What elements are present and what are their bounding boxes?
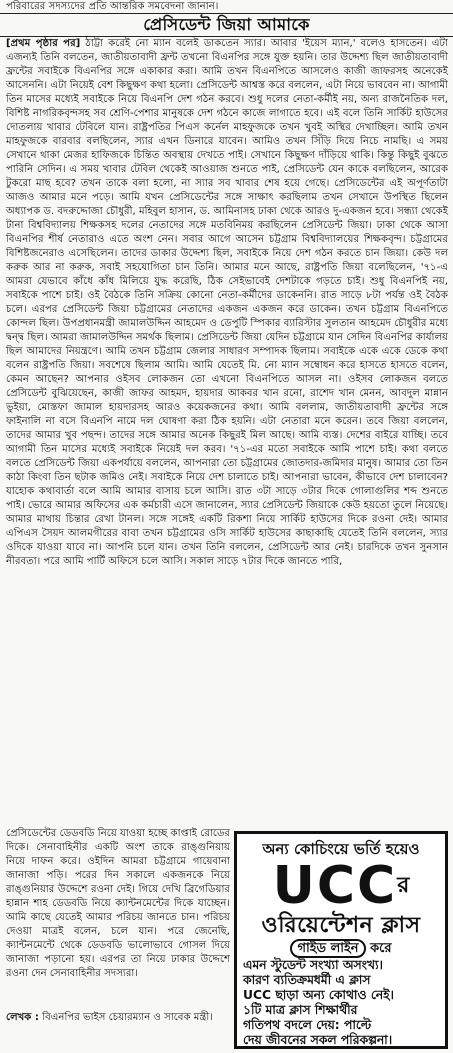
ad-brand-suffix: র	[397, 873, 410, 898]
ad-copy-line: এমন স্টুডেন্ট সংখ্যা অসংখ্য।	[243, 958, 383, 972]
ucc-advertisement	[234, 831, 448, 1049]
article-headline: প্রেসিডেন্ট জিয়া আমাকে	[143, 15, 310, 34]
ad-copy-line: UCC ছাড়া অন্য কোথাও নেই।	[243, 988, 394, 1002]
continuation-label: [প্রথম পৃষ্ঠার পর]	[6, 38, 81, 49]
byline-text: বিএনপির ভাইস চেয়ারম্যান ও সাবেক মন্ত্রী।	[38, 1012, 213, 1023]
ad-brand-text: UCC	[272, 856, 398, 916]
ad-guide-suffix: করে	[365, 941, 392, 956]
ad-guide-line	[237, 940, 445, 958]
ad-guide-pill: গাইড লাইন	[290, 939, 365, 958]
headline-bar	[0, 13, 453, 37]
ad-copy-line: দেয় জীবনের সকল পরিকল্পনা।	[243, 1033, 393, 1047]
previous-article-tail: পরিবারের সদস্যদের প্রতি আন্তরিক সমবেদনা জানান।	[6, 1, 219, 12]
article-paragraph	[6, 37, 448, 569]
ad-tagline: অন্য কোচিংয়ে ভর্তি হয়েও	[262, 840, 420, 858]
ad-copy-line: ১টি মাত্র ক্লাস শিক্ষার্থীর	[243, 1003, 358, 1017]
ad-orientation-class: ওরিয়েন্টেশন ক্লাস	[261, 913, 421, 938]
article-bottom-column: প্রেসিডেন্টের ডেডবডি নিয়ে যাওয়া হচ্ছে কাপ্তাই রোডের দিকে। সেনাবাহিনীর একটি অংশ তাকে রাঙ্গুনিয়ায় নিয়ে দাফন করে। ওইদিন আমরা চট্টগ্রামে গায়েবানা জানাজা পড়ি। পরের দিন সকালে একজনকে নিয়ে রাঙ্গুনিয়ার উদ্দেশে রওনা দেই। গিয়ে দেখি ব্রিগেডিয়ার হান্নান শাহ ডেডবডি নিয়ে ক্যান্টনমেন্টের দিকে যাচ্ছেন। আমি কাছে যেতেই আমার পরিচয় জানতে চান। পরিচয় দেওয়া মাত্রই বলেন, চলে যান। পরে জেনেছি, ক্যান্টনমেন্টে থেকে ডেডবডি ভালোভাবে গোসল দিয়ে জানাজা পড়ানো হয়। এরপর তা নিয়ে ঢাকার উদ্দেশে রওনা দেন সেনাবাহিনীর সদস্যরা।	[6, 828, 230, 979]
article-body	[6, 37, 448, 569]
ad-copy-line: গতিপথ বদলে দেয়: পাল্টে	[243, 1018, 372, 1032]
author-byline	[6, 1011, 230, 1025]
ad-brand	[237, 856, 445, 916]
byline-label: লেখক :	[6, 1012, 39, 1023]
article-text: ঠাট্টা করেই নো ম্যান বলেই ডাকতেন স্যার। আবার 'ইয়েস ম্যান,' বলেও হাসতেন। এটা এজন্যই তিনি বলতেন, জাতীয়তাবাদী ফ্রন্ট তখনো বিএনপির সঙ্গে যুক্ত হয়নি। তার উদ্দেশ্য ছিল জাতীয়তাবাদী ফ্রন্টের সবাইকে বিএনপির সঙ্গে একাকার করা। আমি তখন বিএনপিতে আসলেও কাজী জাফরসহ অনেকেই আসেননি। এটা নিয়েই বেশ কিছুক্ষণ কথা হলো। প্রেসিডেন্ট আশ্বস্ত করে বললেন, এটা নিয়ে ভাববেন না। আগামী তিন মাসের মধ্যেই সবাইকে নিয়ে বিএনপি দেশ গঠন করবে। শুধু দলের নেতা-কর্মীই নয়, অন্য রাজনৈতিক দল, বিশিষ্ট নাগরিকবৃন্দসহ সব শ্রেণি-পেশার মানুষকে দেশ গঠনে কাজে লাগাতে হবে। এই বলে তিনি সার্কিট হাউসের দোতলায় খাবার টেবিলে যান। রাষ্ট্রপতির পিএস কর্নেল মাহফুজকে তখন খুবই অস্থির দেখাচ্ছিল। আমি তখন মাহফুজকে বারবার বলছিলেন, স্যার এখন ডিনারে যাবেন। আমিও তখন সিঁড়ি দিয়ে নিচে নামছি। এ সময় সেখানে থাকা মেজর হাফিজকে চিন্তিত অবস্থায় দেখতে পাই। সেখানে কিছুক্ষণ দাঁড়িয়ে থাকি। কিন্তু কিছুই বুঝতে পারিনি সেদিন। এ সময় খাবার টেবিল থেকেই আওয়াজ শুনতে পাই, প্রেসিডেন্ট যেন কাকে বলছিলেন, আরেক টুকরো মাছ হবে? তখন তাকে বলা হলো, না স্যার সব খাবার শেষ হয়ে গেছে। প্রেসিডেন্টের এই অপূর্ণতাটা আজও আমার মনে পড়ে। আমি যখন প্রেসিডেন্টের সঙ্গে সাক্ষাৎ করছিলাম তখন সেখানে উপস্থিত ছিলেন অধ্যাপক ড. বদরুদ্দোজা চৌধুরী, মহিবুল হাসান, ড. আমিনাসহ ঢাকা থেকে আরও দু-একজন হবে। সন্ধ্যা থেকেই টানা বিশ্ববিদ্যালয় শিক্ষকসহ দলের নেতাদের সঙ্গে মতবিনিময় করছিলেন প্রেসিডেন্ট জিয়া। ঢাকা থেকে আসা বিএনপির শীর্ষ নেতারাও এতে অংশ নেন। সবার আগে আসেন চট্টগ্রাম বিশ্ববিদ্যালয়ের শিক্ষকবৃন্দ। চট্টগ্রামের বিশিষ্টজনেরাও এসেছিলেন। তাদের ডাকার উদ্দেশ্য ছিল, সবাইকে নিয়ে দেশ গঠন করতে চান জিয়া। কেউ দল করুক আর না করুক, সবাই সহযোগিতা চান তিনি। আমার মনে আছে, রাষ্ট্রপতি জিয়া বলেছিলেন, '৭১-এ আমরা যেভাবে কাঁধে কাঁধ মিলিয়ে যুদ্ধ করেছি, ঠিক সেইভাবেই দেশটাকে গড়তে চাই। শুধু বিএনপিই নয়, সবাইকে পাশে চাই। ওই বৈঠকে তিনি সক্রিয় কোনো নেতা-কর্মীদের ডাকেননি। রাত সাড়ে ৮টা পর্যন্ত ওই বৈঠক চলে। এরপর প্রেসিডেন্ট জিয়া চট্টগ্রামের নেতাদের একজন একজন করে ডাকেন। তখন চট্টগ্রাম বিএনপিতে কোন্দল ছিল। উপপ্রধানমন্ত্রী জামালউদ্দিন আহমেদ ও ডেপুটি স্পিকার ব্যারিস্টার সুলতান আহমেদ চৌধুরীর মধ্যে দ্বন্দ্ব ছিল। আমরা জামালউদ্দিন সমর্থক ছিলাম। প্রেসিডেন্ট জিয়া যেদিন চট্টগ্রামে যান সেদিন বিএনপির কার্যালয় ছিল আমাদের নিয়ন্ত্রণে। আমি তখন চট্টগ্রাম জেলার সাধারণ সম্পাদক ছিলাম। সবাইকে একে একে ডেকে কথা বলেন রাষ্ট্রপতি জিয়া। সবশেষে ছিলাম আমি। আমি যেতেই মি. নো ম্যান সম্বোধন করে হাসতে হাসতে বলেন, কেমন আছেন? আপনার ওইসব লোকজন তো এখনো বিএনপিতে আসল না। ওইসব লোকজন বলতে প্রেসিডেন্ট বুঝিয়েছেন, কাজী জাফর আহমদ, হায়দার আকবর খান রনো, রাশেদ খান মেনন, আবদুল মান্নান ভুইয়া, মোস্তফা জামাল হায়দারসহ আরও কয়েকজনের কথা। আমি বললাম, জাতীয়তাবাদী ফ্রন্টের সঙ্গে ফাইনালি না বসে বিএনপি নামে দল ঘোষণা করা ঠিক হয়নি। এটা নেতারা মনে করেন। তবে জিয়া বললেন, তাদের আমার খুব পছন্দ। তাদের সঙ্গে আমার অনেক কিছুরই মিল আছে। আমি ব্যস্ত। দেশের বাইরে যাচ্ছি। তবে আগামী তিন মাসের মধ্যেই সবাইকে নিয়েই দল করব। '৭১-এর মতো সবাইকে আমি পাশে চাই। কথা বলতে বলতে প্রেসিডেন্ট জিয়া একপর্যায়ে বললেন, আপনারা তো চট্টগ্রামের জোতদার-জমিদার মানুষ। আমার তো তিন কাঠা কিংবা তিন ছটাক জমিও নেই। সবাইকে নিয়ে দেশ চালাতে চাই। আপনারা ভাবেন, কীভাবে দেশ চালাবেন? যাহোক কথাবার্তা বলে আমি আমার বাসায় চলে আসি। রাত ৩টা সাড়ে ৩টার দিকে গোলাগুলির শব্দ শুনতে পাই। ভোরে আমার অফিসের এক কর্মচারী এসে জানালেন, স্যার প্রেসিডেন্ট জিয়াকে কেউ হয়তো তুলে নিয়েছে। আমার মাথায় চিন্তার রেখা টানল। সঙ্গে সঙ্গেই একটি রিকশা নিয়ে সার্কিট হাউসের দিকে রওনা দেই। আমার এপিএস সৈয়দ আলমগীরের বাবা তখন চট্টগ্রামের ওসি সার্কিট হাউসের কাছাকাছি যেতেই তিনি বললেন, স্যার ওদিকে যাওয়া যাবে না। আপনি চলে যান। তখন তিনি বললেন, প্রেসিডেন্ট আর নেই। চারদিকে তখন সুনসান নীরবতা। পরে আমি পার্টি অফিসে চলে আসি। সকাল সাড়ে ৭টার দিকে জানতে পারি,	[6, 38, 448, 567]
ad-copy-line: কারণ ব্যতিক্রমধর্মী এ ক্লাস	[243, 973, 371, 987]
